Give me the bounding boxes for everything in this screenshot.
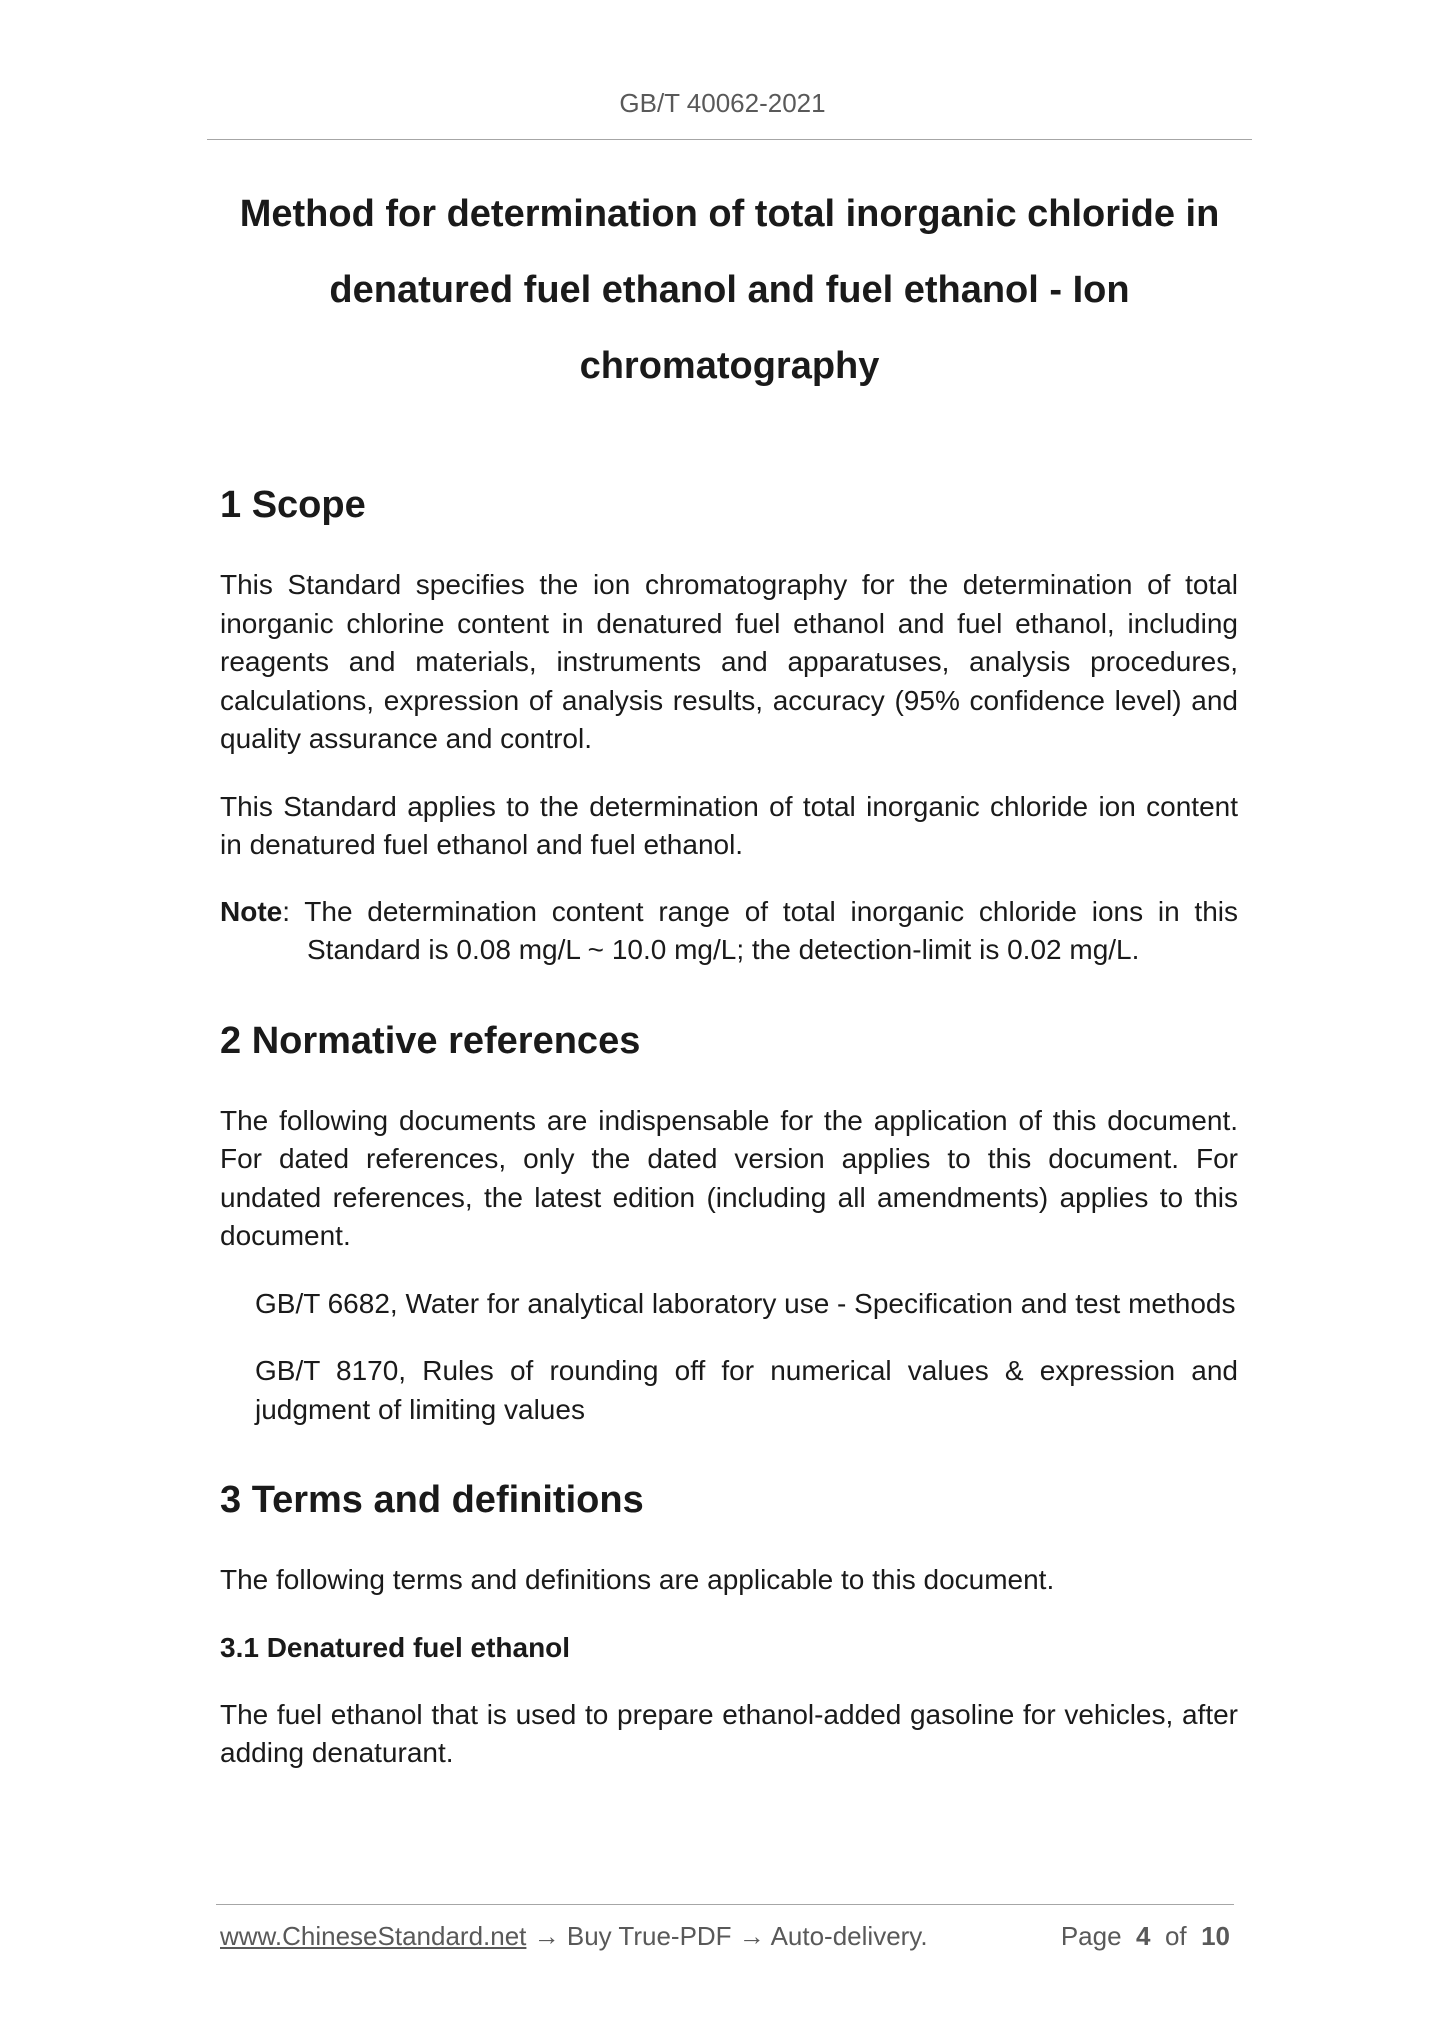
page-current: 4 (1136, 1921, 1151, 1951)
document-title: Method for determination of total inorganic chloride in denatured fuel ethanol and fuel ethanol - Ion chromatography (239, 193, 1220, 387)
footer-promo-text: → Buy True-PDF → Auto-delivery. (526, 1921, 928, 1951)
term-definition-denatured-fuel-ethanol: The fuel ethanol that is used to prepare ethanol-added gasoline for vehicles, after adding denaturant. (220, 1698, 1238, 1768)
normative-intro: The following documents are indispensable for the application of this document. For dated references, only the dated version applies to this document. For undated references, the latest edition (including all amendments) applies to this document. (220, 1104, 1238, 1251)
section-heading-scope: 1 Scope (220, 484, 366, 526)
scope-note (220, 893, 1238, 970)
page-label: Page (1060, 1921, 1122, 1951)
term-heading-denatured-fuel-ethanol: 3.1 Denatured fuel ethanol (220, 1631, 571, 1663)
reference-item-gbt-6682: GB/T 6682, Water for analytical laboratory use - Specification and test methods (255, 1287, 1236, 1319)
footer-rule (216, 1904, 1234, 1905)
section-heading-terms-definitions: 3 Terms and definitions (220, 1479, 644, 1521)
page-indicator (1061, 1921, 1230, 1952)
section-heading-normative-references: 2 Normative references (220, 1019, 641, 1062)
page-total: 10 (1201, 1921, 1230, 1951)
reference-item-gbt-8170: GB/T 8170, Rules of rounding off for numerical values & expression and judgment of limiting values (255, 1355, 1238, 1425)
document-body (220, 482, 1238, 1773)
note-text: : The determination content range of total inorganic chloride ions in this Standard is 0.08 mg/L ~ 10.0 mg/L; the detection-limit is 0.02 mg/L. (282, 895, 1238, 965)
terms-intro: The following terms and definitions are applicable to this document. (220, 1564, 1055, 1595)
page-of-label: of (1164, 1921, 1187, 1951)
scope-paragraph-2: This Standard applies to the determination of total inorganic chloride ion content in denatured fuel ethanol and fuel ethanol. (220, 790, 1238, 860)
footer-website-link[interactable]: www.ChineseStandard.net (220, 1921, 527, 1951)
scope-paragraph-1: This Standard specifies the ion chromatography for the determination of total inorganic chlorine content in denatured fuel ethanol and fuel ethanol, including reagents and materials, instruments and apparatuses, analysis procedures, calculations, expression of analysis results, accuracy (95% confidence level) and quality assurance and control. (220, 569, 1238, 754)
footer-promo (220, 1921, 928, 1952)
note-label: Note (220, 895, 283, 927)
page-header-doc-id: GB/T 40062-2021 (619, 88, 826, 118)
header-rule (207, 139, 1252, 140)
